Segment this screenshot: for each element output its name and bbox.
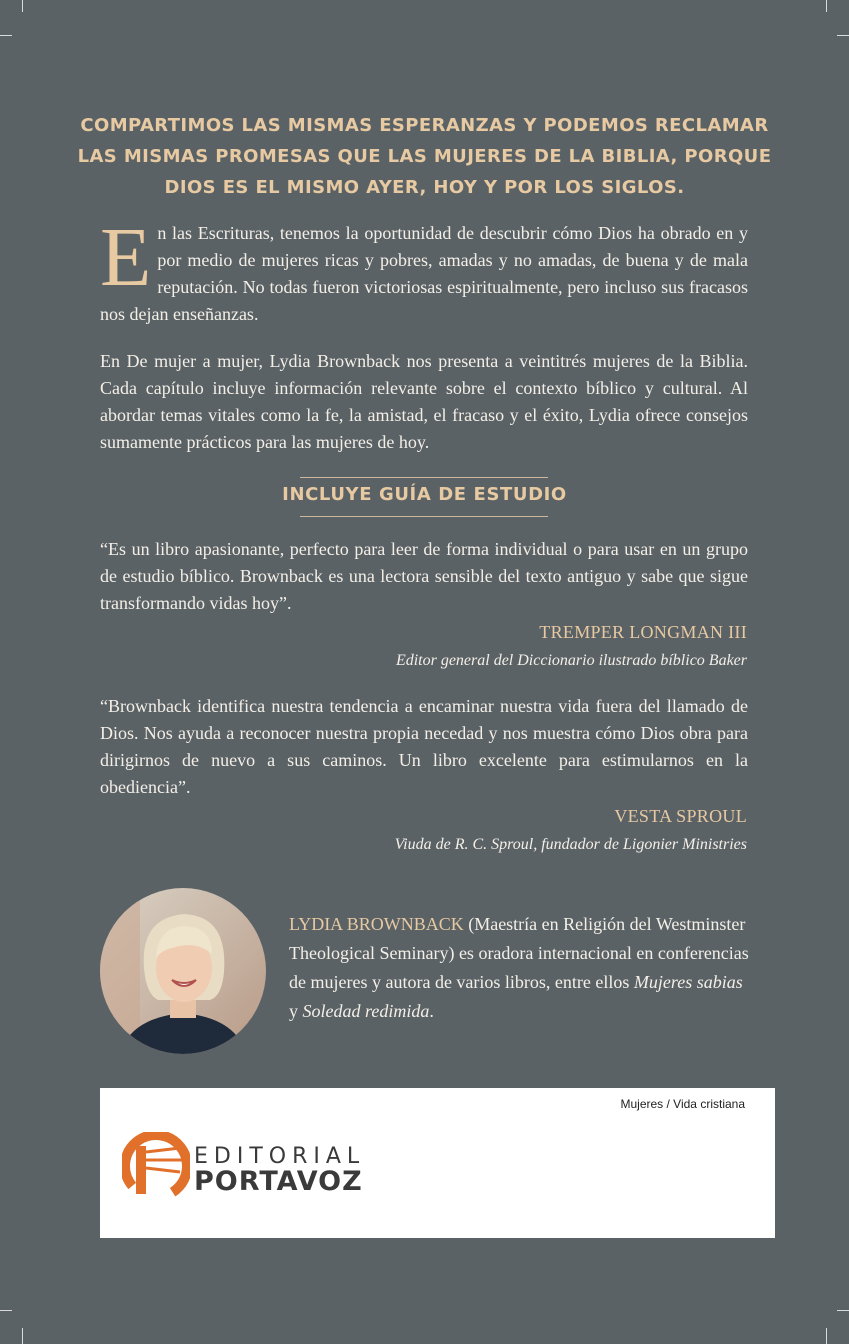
author-bio [289,910,749,1026]
crop-mark [837,1310,849,1311]
endorsement-quote: “Es un libro apasionante, perfecto para leer de forma individual o para usar en un grupo de estudio bíblico. Brownback es una lectora sensible del texto antiguo y sabe que sigue transformando vidas hoy”. [100,539,748,613]
endorser-name: VESTA SPROUL [614,806,747,826]
endorser-name: TREMPER LONGMAN III [539,622,747,642]
intro-text: n las Escrituras, tenemos la oportunidad de descubrir cómo Dios ha obrado en y por medio de mujeres ricas y pobres, amadas y no amadas, de buena y de mala reputación. No todas fueron victoriosas espiritualmente, pero incluso sus fracasos nos dejan enseñanzas. [100,223,748,324]
summary-paragraph: En De mujer a mujer, Lydia Brownback nos presenta a veintitrés mujeres de la Biblia. Cada capítulo incluye información relevante sobre el contexto bíblico y cultural. Al abordar temas vitales como la fe, la amistad, el fracaso y el éxito, Lydia ofrece consejos sumamente prácticos para las mujeres de hoy. [100,351,748,452]
divider-bottom [300,516,548,517]
intro-paragraph-block [100,211,748,328]
endorser-role: Editor general del Diccionario ilustrado bíblico Baker [395,652,747,669]
headline-line: COMPARTIMOS LAS MISMAS ESPERANZAS Y PODEMOS RECLAMAR [80,115,769,136]
portavoz-logo-icon [122,1132,190,1205]
book-title: Soledad redimida [302,1001,430,1021]
back-cover-headline [60,110,789,203]
crop-mark [22,1328,23,1344]
crop-mark [22,0,23,12]
publisher-name-bottom: PORTAVOZ [194,1166,363,1197]
headline-line: DIOS ES EL MISMO AYER, HOY Y POR LOS SIGLOS. [164,177,685,198]
headline-line: LAS MISMAS PROMESAS QUE LAS MUJERES DE LA BIBLIA, PORQUE [77,146,772,167]
author-photo [100,888,266,1054]
crop-mark [826,0,827,12]
publisher-panel [100,1088,775,1238]
bio-text: y [289,1001,303,1021]
endorsement-1 [100,536,748,617]
crop-mark [0,35,12,36]
study-guide-label: INCLUYE GUÍA DE ESTUDIO [282,484,567,505]
summary-block [100,348,748,456]
intro-paragraph [100,211,748,328]
bio-text: (Maestría en Religión del Westminster Theological Seminary) es oradora internacional en conferencias de mujeres y autora de varios libros, entre ellos [289,914,749,992]
crop-mark [826,1328,827,1344]
crop-mark [0,1310,12,1311]
drop-cap: E [100,211,152,304]
author-name: LYDIA BROWNBACK [289,914,464,934]
endorsement-2 [100,693,748,801]
divider-top [300,477,548,478]
crop-mark [837,35,849,36]
endorser-role: Viuda de R. C. Sproul, fundador de Ligonier Ministries [394,836,747,853]
bio-text: . [429,1001,434,1021]
category-label: Mujeres / Vida cristiana [620,1097,745,1111]
endorsement-quote: “Brownback identifica nuestra tendencia a encaminar nuestra vida fuera del llamado de Dios. Nos ayuda a reconocer nuestra propia necedad y nos muestra cómo Dios obra para dirigirnos de nuevo a sus caminos. Un libro excelente para estimularnos en la obediencia”. [100,696,748,797]
publisher-name-top: EDITORIAL [194,1144,366,1169]
book-title: Mujeres sabias [633,972,743,992]
